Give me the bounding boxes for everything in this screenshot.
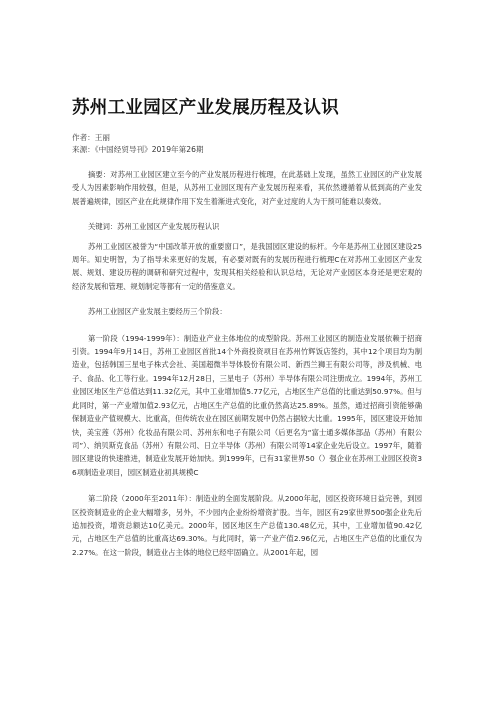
source-line: 来源：《中国经贸导刊》2019年第26期 <box>72 145 204 154</box>
stage-two-paragraph: 第二阶段（2000年至2011年）：制造业的全面发展阶段。从2000年起，园区投资环境日益完善，到园区投资制造业的企业大幅增多，另外，不少园内企业纷纷增资扩股。当年，园区有29家世界500强企业先后追加投资，增资总额达10亿美元。2000年，园区地区生产总值130.48亿元，其中，工业增加值90.42亿元，占地区生产总值的比重高达69.30%。与此同时，第一产业产值2.96亿元，占地区生产总值的比重仅为2.27%。在这一阶段，制造业占主体的地位已经牢固确立。从2001年起，园 <box>72 494 422 557</box>
article-title: 苏州工业园区产业发展历程及认识 <box>72 98 339 118</box>
stage-one-paragraph: 第一阶段（1994-1999年）：制造业产业主体地位的成型阶段。苏州工业园区的制造业发展依赖于招商引资。1994年9月14日，苏州工业园区首批14个外商投资项目在苏州竹辉饭店签约，其中12个项目均为制造业，包括韩国三星电子株式会社、美国超微半导体股份有限公司、新西兰狮王有限公司等，涉及机械、电子、食品、化工等行业。1994年12月28日，三星电子（苏州）半导体有限公司注册成立。1994年，苏州工业园区地区生产总值达到11.32亿元，其中工业增加值5.77亿元，占地区生产总值的比重达到50.97%。但与此同时，第一产业增加值2.93亿元，占地区生产总值的比重仍然高达25.89%。虽然，通过招商引资能够确保制造业产值规模大、比重高，但传统农业在园区前期发展中仍然占据较大比重。1995年，园区建设开始加快，美宝莲（苏州）化妆品有限公司、苏州东和电子有限公司（后更名为“富士通多媒体部品（苏州）有限公司”）、纳贝斯克食品（苏州）有限公司、日立半导体（苏州）有限公司等14家企业先后设立。1997年，随着园区建设的快速推进，制造业发展开始加快。到1999年，已有31家世界50（）强企业在苏州工业园区投资36项制造业项目，园区制造业初具规模C <box>72 333 422 477</box>
abstract-paragraph: 摘要：对苏州工业园区建立至今的产业发展历程进行梳理，在此基础上发现，虽然工业园区的产业发展受人为因素影响作用较强，但是，从苏州工业园区现有产业发展历程来看，其依然遵循着从低到高的产业发展普遍规律，园区产业在此规律作用下发生着渐进式变化，对产业过度的人为干预可能难以奏效。 <box>72 170 422 206</box>
author-line: 作者：王丽 <box>72 133 110 142</box>
intro-paragraph: 苏州工业园区被誉为“中国改革开放的重要窗口”，是我国园区建设的标杆。今年是苏州工业园区建设25周年。知史明智，为了指导未来更好的发展，有必要对既有的发展历程进行梳理C在对苏州工业园区产业发展、规划、建设历程的调研和研究过程中，发现其相关经验和认识总结，无论对产业园区本身还是更宏观的经济发展和管理、规划制定等都有一定的借鉴意义。 <box>72 241 422 291</box>
keywords-paragraph: 关键词：苏州工业园区产业发展历程认识 <box>88 222 220 232</box>
stages-heading: 苏州工业园区产业发展主要经历三个阶段： <box>88 307 227 317</box>
